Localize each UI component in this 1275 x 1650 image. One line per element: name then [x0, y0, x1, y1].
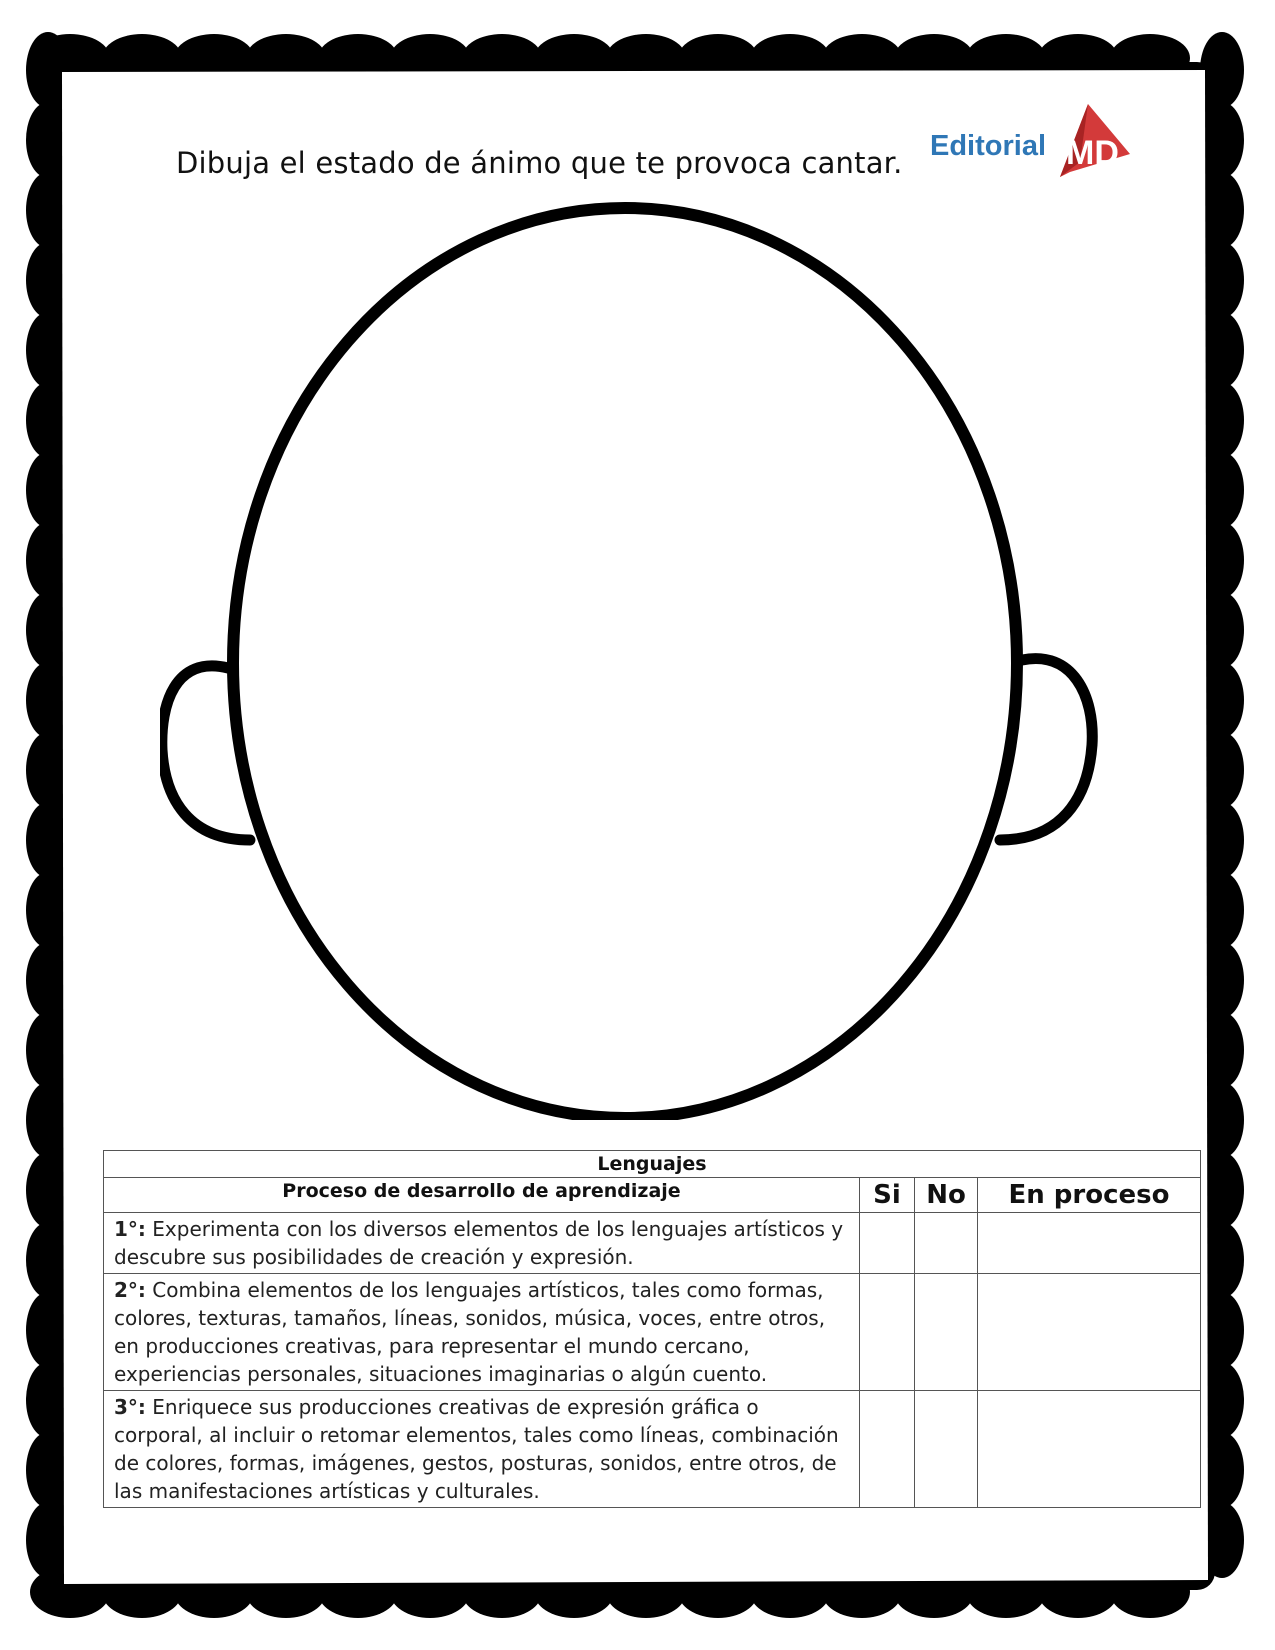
- table-row: [104, 1391, 1201, 1508]
- en-proceso-checkbox-cell[interactable]: [978, 1274, 1201, 1391]
- si-checkbox-cell[interactable]: [860, 1213, 915, 1274]
- head-outline: [233, 208, 1017, 1118]
- item-number: 1°:: [114, 1217, 146, 1241]
- process-header: Proceso de desarrollo de aprendizaje: [104, 1178, 860, 1213]
- editorial-md-logo: [930, 100, 1130, 186]
- item-text: Enriquece sus producciones creativas de expresión gráfica o corporal, al incluir o retomar elementos, tales como líneas, combinación de colores, formas, imágenes, gestos, posturas, sonidos, entre otros, de las manifestaciones artísticas y culturales.: [114, 1395, 839, 1503]
- logo-mark-text: MD: [1066, 134, 1119, 172]
- table-row: [104, 1213, 1201, 1274]
- en-proceso-checkbox-cell[interactable]: [978, 1213, 1201, 1274]
- en-proceso-checkbox-cell[interactable]: [978, 1391, 1201, 1508]
- no-checkbox-cell[interactable]: [915, 1391, 978, 1508]
- item-text: Combina elementos de los lenguajes artísticos, tales como formas, colores, texturas, tamaños, líneas, sonidos, música, voces, entre otros, en producciones creativas, para representar el mundo cercano, experiencias personales, situaciones imaginarias o algún cuento.: [114, 1278, 826, 1386]
- header-row: [104, 1178, 1201, 1213]
- si-checkbox-cell[interactable]: [860, 1391, 915, 1508]
- table-row: [104, 1274, 1201, 1391]
- instruction-text: Dibuja el estado de ánimo que te provoca cantar.: [176, 146, 903, 180]
- item-number: 3°:: [114, 1395, 146, 1419]
- no-checkbox-cell[interactable]: [915, 1274, 978, 1391]
- section-title-row: [104, 1151, 1201, 1178]
- item-description: [104, 1391, 860, 1508]
- logo-text: Editorial: [930, 130, 1047, 162]
- blank-face-outline: [160, 200, 1100, 1120]
- option-no-header: No: [915, 1178, 978, 1213]
- si-checkbox-cell[interactable]: [860, 1274, 915, 1391]
- item-number: 2°:: [114, 1278, 146, 1302]
- option-en-proceso-header: En proceso: [978, 1178, 1201, 1213]
- item-text: Experimenta con los diversos elementos de los lenguajes artísticos y descubre sus posibilidades de creación y expresión.: [114, 1217, 844, 1269]
- evaluation-table: [103, 1150, 1201, 1508]
- md-logo-mark: [1050, 102, 1132, 184]
- option-si-header: Si: [860, 1178, 915, 1213]
- no-checkbox-cell[interactable]: [915, 1213, 978, 1274]
- item-description: [104, 1213, 860, 1274]
- section-title: Lenguajes: [104, 1151, 1201, 1178]
- item-description: [104, 1274, 860, 1391]
